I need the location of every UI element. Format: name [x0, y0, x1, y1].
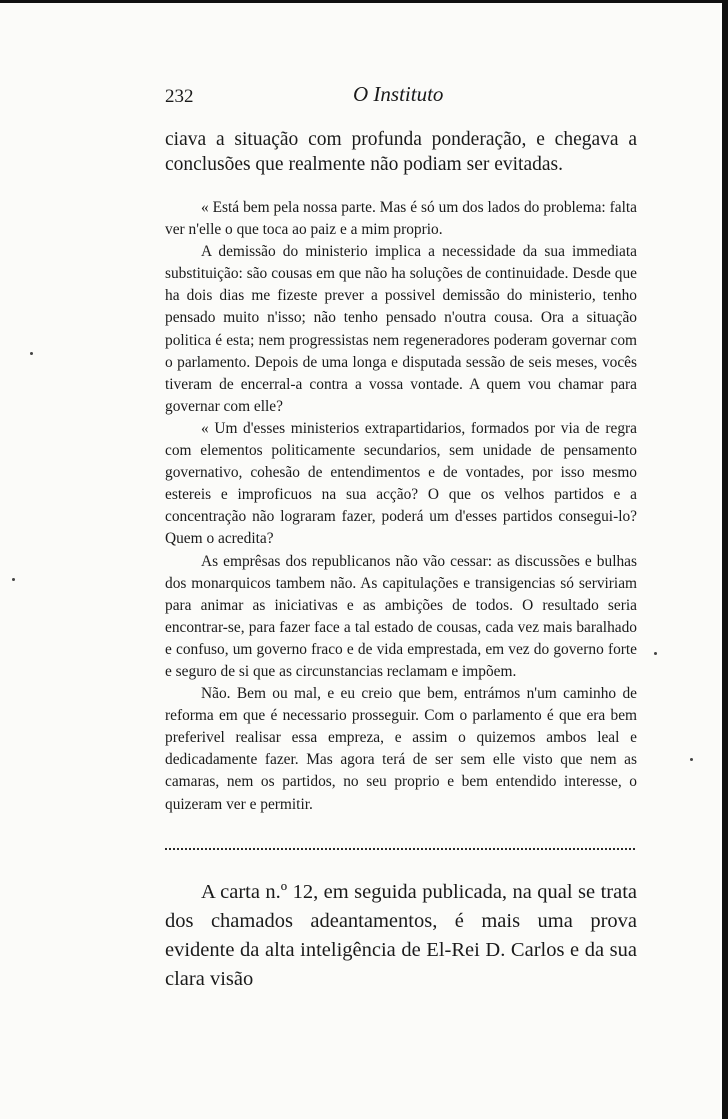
scan-border-right	[722, 0, 728, 1119]
scan-speck	[690, 758, 693, 761]
lead-paragraph	[165, 127, 637, 177]
quote-paragraph: A demissão do ministerio implica a necessidade da sua immediata substituição: são cousas em que não ha soluções de continuidade. Desde que ha dois dias me fizeste prever a possivel demissão do ministerio, tenho pensado muito n'isso; não tenho pensado n'outra cousa. Ora a situação politica é esta; nem progressistas nem regeneradores poderam governar com o parlamento. Depois de uma longa e disputada sessão de seis meses, vocês tiveram de encerral-a contra a vossa vontade. A quem vou chamar para governar com elle?	[165, 243, 637, 415]
quote-paragraph: Não. Bem ou mal, e eu creio que bem, entrámos n'um caminho de reforma em que é necessario prosseguir. Com o parlamento é que era bem preferivel realisar essa empreza, e assim o quizemos ambos leal e dedicadamente fazer. Mas agora terá de ser sem elle visto que nem as camaras, nem os partidos, no seu proprio e bem entendido interesse, o quizeram ver e permitir.	[165, 685, 637, 813]
quote-paragraph: As emprêsas dos republicanos não vão cessar: as discussões e bulhas dos monarquicos tambem não. As capitulações e transigencias só serviriam para animar as iniciativas e as ambições de todos. O resultado seria encontrar-se, para fazer face a tal estado de cousas, cada vez mais baralhado e confuso, um governo fraco e de vida emprestada, em vez do governo forte e seguro de si que as circunstancias reclamam e impõem.	[165, 552, 637, 680]
scan-speck	[12, 578, 15, 581]
closing-paragraph-text: A carta n.º 12, em seguida publicada, na qual se trata dos chamados adeantamentos, é mais uma prova evidente da alta inteligência de El-Rei D. Carlos e da sua clara visão	[165, 881, 637, 990]
closing-paragraph	[165, 878, 637, 994]
running-title: O Instituto	[353, 82, 444, 106]
page-header	[165, 82, 637, 112]
lead-line: conclusões que realmente não podiam ser evitadas.	[165, 154, 563, 175]
lead-line: ciava a situação com profunda ponderação, e chegava a	[165, 129, 637, 150]
quote-paragraph: « Está bem pela nossa parte. Mas é só um dos lados do problema: falta ver n'elle o que toca ao paiz e a mim proprio.	[165, 199, 637, 239]
dotted-ellipsis-rule	[165, 838, 635, 850]
page-number: 232	[165, 86, 194, 107]
scan-speck	[654, 652, 657, 655]
scan-speck	[30, 352, 33, 355]
quoted-letter	[165, 197, 637, 816]
scan-border-top	[0, 0, 728, 3]
quote-paragraph: « Um d'esses ministerios extrapartidarios, formados por via de regra com elementos politicamente secundarios, sem unidade de pensamento governativo, cohesão de entendimentos e de vontades, por isso mesmo estereis e improficuos na sua acção? O que os velhos partidos e a concentração não lograram fazer, poderá um d'esses partidos consegui-lo? Quem o acredita?	[165, 419, 637, 548]
